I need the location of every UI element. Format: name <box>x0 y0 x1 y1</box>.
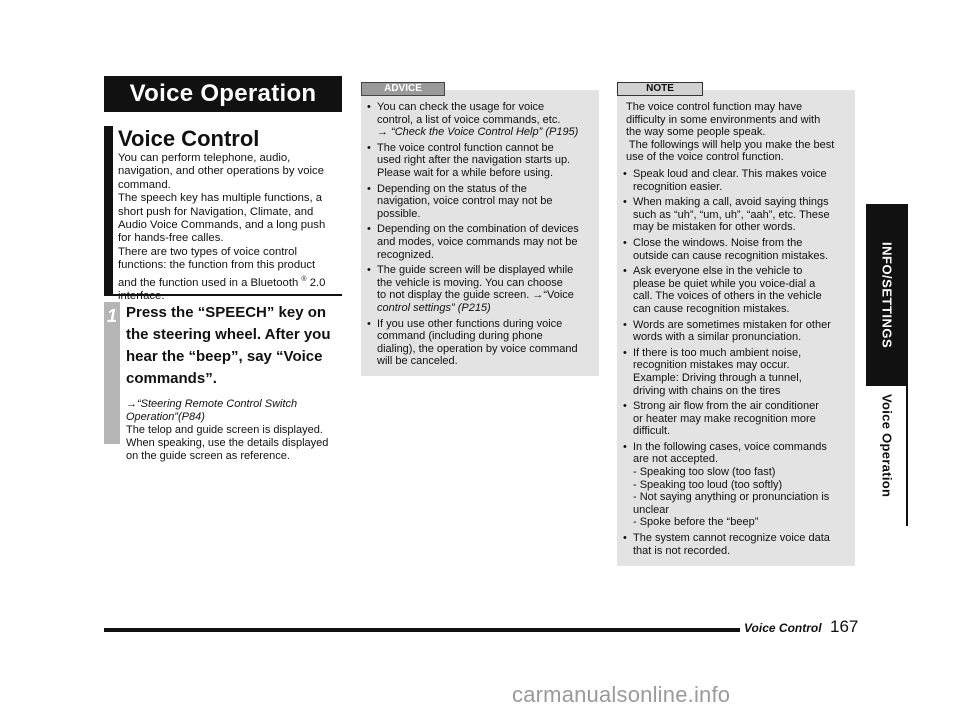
note-intro: The voice control function may have difficulty in some environments and with the way some people speak. The followings will help you make the best use of the voice control function. <box>626 101 835 164</box>
note-item: • Speak loud and clear. This makes voice recognition easier. <box>617 168 851 193</box>
subsection-title: Voice Control <box>118 126 260 151</box>
note-list <box>617 168 851 560</box>
note-item: • Ask everyone else in the vehicle to please be quiet while you voice-dial a call. The voices of others in the vehicle can cause recognition mistakes. <box>617 265 851 315</box>
advice-item: • You can check the usage for voice control, a list of voice commands, etc. → “Check the Voice Control Help” (P195) <box>361 101 593 139</box>
side-tab-voice-operation: Voice Operation <box>879 394 895 498</box>
note-item: • The system cannot recognize voice data that is not recorded. <box>617 532 851 557</box>
advice-list <box>361 101 593 371</box>
subsection-rule <box>104 294 342 296</box>
note-item: • In the following cases, voice commands are not accepted. - Speaking too slow (too fast) - Speaking too loud (too softly) - Not saying anything or pronunciation is unclear - Spoke before the “beep” <box>617 441 851 529</box>
watermark: carmanualsonline.info <box>512 682 731 707</box>
subsection-body: You can perform telephone, audio, navigation, and other operations by voice command. The speech key has multiple functions, a short push for Navigation, Climate, and Audio Voice Commands, and a long push for hands-free calles. There are two types of voice control functions: the function from this product and the function used in a Bluetooth ® 2.0 <box>118 152 326 289</box>
footer-label: Voice Control <box>744 621 822 635</box>
advice-tag: ADVICE <box>361 82 445 96</box>
registered-mark: ® <box>301 275 307 283</box>
advice-item: • Depending on the status of the navigation, voice control may not be possible. <box>361 183 593 221</box>
subsection-voice-control <box>104 126 342 303</box>
advice-reference: → “Check the Voice Control Help” (P195) <box>377 126 579 139</box>
footer-rule <box>104 628 740 632</box>
step-number: 1 <box>106 306 117 326</box>
subsection-bar <box>104 126 113 294</box>
step-1 <box>104 302 342 463</box>
side-tab-info-settings: INFO/SETTINGS <box>866 204 908 386</box>
advice-item: • If you use other functions during voice command (including during phone dialing), the operation by voice command will be canceled. <box>361 318 593 368</box>
note-item: • If there is too much ambient noise, recognition mistakes may occur. Example: Driving through a tunnel, driving with chains on the tires <box>617 347 851 397</box>
advice-reference: control settings” (P215) <box>377 301 491 314</box>
section-header: Voice Operation <box>104 76 342 112</box>
advice-item: • Depending on the combination of devices and modes, voice commands may not be recognized. <box>361 223 593 261</box>
page-number: 167 <box>830 617 859 636</box>
note-item: • Words are sometimes mistaken for other words with a similar pronunciation. <box>617 319 851 344</box>
step-body: The telop and guide screen is displayed. When speaking, use the details displayed on the guide screen as reference. <box>126 424 329 462</box>
side-tab-rule <box>906 386 908 526</box>
note-item: • Close the windows. Noise from the outside can cause recognition mistakes. <box>617 237 851 262</box>
note-item: • When making a call, avoid saying things such as “uh”, “um, uh”, “aah”, etc. These may be mistaken for other words. <box>617 196 851 234</box>
advice-item: • The voice control function cannot be used right after the navigation starts up. Please wait for a while before using. <box>361 142 593 180</box>
advice-item: • The guide screen will be displayed while the vehicle is moving. You can choose to not display the guide screen. →“Voice control settings” (P215) <box>361 264 593 314</box>
step-title: Press the “SPEECH” key on the steering wheel. After you hear the “beep”, say “Voice commands”. <box>126 304 331 387</box>
step-reference: →“Steering Remote Control Switch Operation”(P84) <box>126 398 298 423</box>
note-tag: NOTE <box>617 82 703 96</box>
note-item: • Strong air flow from the air conditioner or heater may make recognition more difficult. <box>617 400 851 438</box>
